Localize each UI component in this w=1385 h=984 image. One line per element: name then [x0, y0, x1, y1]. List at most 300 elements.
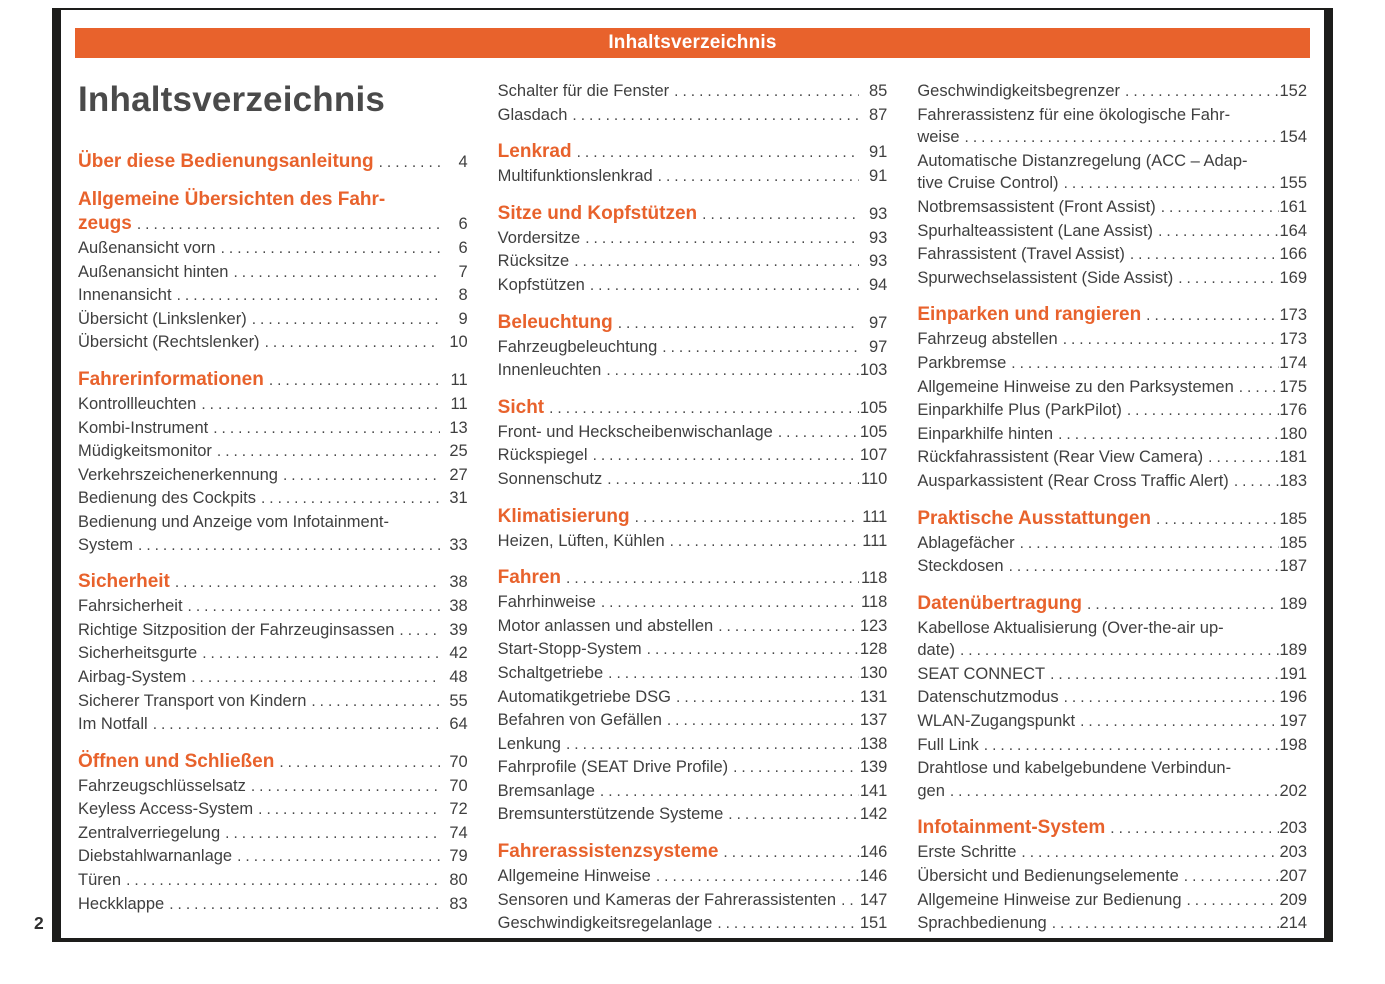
- toc-page-number: 147: [859, 890, 888, 909]
- toc-entry-line: [78, 845, 468, 869]
- toc-entry-label: Erste Schritte: [917, 843, 1017, 862]
- toc-item[interactable]: [78, 331, 468, 355]
- toc-item[interactable]: [498, 359, 888, 383]
- toc-item[interactable]: [78, 775, 468, 799]
- toc-heading[interactable]: [498, 566, 888, 591]
- dot-leader: [1234, 377, 1279, 400]
- toc-entry-label: Ausparkassistent (Rear Cross Traffic Alert): [917, 471, 1229, 490]
- toc-item[interactable]: [78, 595, 468, 619]
- dot-leader: [1004, 556, 1279, 579]
- toc-item[interactable]: [78, 417, 468, 441]
- toc-page-number: 27: [449, 465, 468, 484]
- toc-heading[interactable]: [498, 505, 888, 530]
- toc-entry-label: Innenansicht: [78, 286, 172, 305]
- toc-item[interactable]: [78, 666, 468, 690]
- toc-heading[interactable]: [78, 150, 468, 175]
- toc-entry-line: [498, 709, 888, 733]
- toc-page-number: 31: [449, 489, 468, 508]
- toc-item[interactable]: [917, 243, 1307, 267]
- toc-entry-label: Praktische Ausstattungen: [917, 507, 1152, 529]
- toc-heading[interactable]: [498, 202, 888, 227]
- toc-entry-line: [917, 617, 1307, 640]
- toc-item[interactable]: [917, 446, 1307, 470]
- dot-leader: [651, 866, 860, 889]
- toc-entry-label: Müdigkeitsmonitor: [78, 442, 212, 461]
- toc-page-number: 72: [449, 800, 468, 819]
- toc-page-number: 93: [868, 228, 888, 247]
- toc-entry-label: Einparkhilfe Plus (ParkPilot): [917, 401, 1122, 420]
- toc-item[interactable]: [498, 421, 888, 445]
- toc-entry-label: Keyless Access-System: [78, 800, 254, 819]
- toc-page-number: 164: [1279, 221, 1308, 240]
- toc-item[interactable]: [917, 328, 1307, 352]
- toc-entry-label: Notbremsassistent (Front Assist): [917, 197, 1156, 216]
- dot-leader: [1151, 508, 1279, 532]
- toc-entry-label: Bremsunterstützende Systeme: [497, 805, 724, 824]
- toc-entry-line: [78, 150, 468, 175]
- dot-leader: [1141, 304, 1279, 328]
- dot-leader: [260, 332, 440, 355]
- toc-entry-label: Sicherer Transport von Kindern: [78, 691, 307, 710]
- toc-entry-label: Lenkrad: [497, 141, 572, 163]
- dot-leader: [196, 394, 439, 417]
- toc-page-number: 146: [859, 843, 888, 862]
- toc-item[interactable]: [78, 237, 468, 261]
- toc-entry-label: Heizen, Lüften, Kühlen: [497, 531, 665, 550]
- toc-entry-label: Geschwindigkeitsbegrenzer: [917, 82, 1121, 100]
- toc-item[interactable]: [498, 662, 888, 686]
- toc-entry-label: Fahrsicherheit: [78, 597, 183, 616]
- toc-heading[interactable]: [78, 750, 468, 775]
- dot-leader: [713, 616, 859, 639]
- toc-entry-label: Datenübertragung: [917, 592, 1083, 614]
- toc-heading[interactable]: [78, 188, 468, 237]
- toc-entry-label: Über diese Bedienungsanleitung: [78, 151, 374, 172]
- toc-item[interactable]: [498, 686, 888, 710]
- toc-item[interactable]: [917, 532, 1307, 556]
- dot-leader: [220, 823, 440, 846]
- toc-entry-line: [917, 639, 1307, 663]
- toc-page-number: 161: [1279, 197, 1308, 216]
- toc-entry-line: [917, 423, 1307, 447]
- toc-entry-line: [498, 468, 888, 492]
- dot-leader: [671, 687, 859, 710]
- toc-page-number: 118: [861, 593, 888, 612]
- toc-entry-label: Heckklappe: [78, 894, 165, 913]
- dot-leader: [569, 251, 859, 274]
- dot-leader: [697, 203, 859, 227]
- toc-entry-line: [498, 638, 888, 662]
- toc-entry-line: [78, 822, 468, 846]
- toc-entry-label: date): [917, 641, 955, 660]
- toc-item[interactable]: [498, 709, 888, 733]
- dot-leader: [1082, 593, 1279, 617]
- toc-page-number: 141: [859, 781, 888, 800]
- toc-item[interactable]: [917, 376, 1307, 400]
- toc-entry-line: [78, 417, 468, 441]
- toc-entry-line: [498, 662, 888, 686]
- toc-entry-line: [78, 212, 468, 237]
- toc-entry-label: Öffnen und Schließen: [78, 750, 275, 772]
- toc-page-number: 214: [1279, 914, 1308, 933]
- dot-leader: [1182, 890, 1280, 913]
- toc-item[interactable]: [498, 638, 888, 662]
- toc-entry-line: [917, 303, 1307, 328]
- toc-entry-label: Rückfahrassistent (Rear View Camera): [917, 448, 1204, 467]
- toc-entry-label: Innenleuchten: [497, 361, 602, 380]
- toc-item[interactable]: [917, 889, 1307, 913]
- dot-leader: [773, 422, 860, 445]
- toc-entry-label: Glasdach: [497, 105, 568, 124]
- toc-entry-line: [78, 393, 468, 417]
- toc-item[interactable]: [78, 487, 468, 511]
- dot-leader: [186, 667, 439, 690]
- toc-item[interactable]: [498, 615, 888, 639]
- dot-leader: [561, 734, 859, 757]
- toc-heading[interactable]: [498, 311, 888, 336]
- dot-leader: [216, 238, 440, 261]
- dot-leader: [1173, 268, 1279, 291]
- toc-item[interactable]: [78, 464, 468, 488]
- toc-entry-label: Fahrprofile (SEAT Drive Profile): [497, 758, 729, 777]
- toc-page-number: 97: [868, 313, 888, 332]
- toc-page-number: 155: [1279, 174, 1308, 193]
- toc-page-number: 70: [449, 752, 468, 771]
- toc-heading[interactable]: [78, 368, 468, 393]
- dot-leader: [232, 846, 440, 869]
- toc-item[interactable]: [78, 642, 468, 666]
- dot-leader: [657, 337, 859, 360]
- dot-leader: [394, 620, 439, 643]
- toc-heading[interactable]: [498, 396, 888, 421]
- toc-page-number: 169: [1279, 268, 1308, 287]
- toc-item[interactable]: [917, 555, 1307, 579]
- dot-leader: [561, 567, 859, 591]
- toc-page-number: 152: [1279, 82, 1308, 100]
- header-bar: [75, 28, 1310, 58]
- toc-page-number: 202: [1279, 781, 1308, 800]
- toc-entry-label: Schalter für die Fenster: [497, 82, 670, 100]
- toc-item[interactable]: [917, 80, 1307, 104]
- toc-item[interactable]: [78, 261, 468, 285]
- toc-entries-col-1: [78, 150, 468, 916]
- dot-leader: [121, 870, 440, 893]
- toc-entry-line: [917, 150, 1307, 173]
- toc-item[interactable]: [498, 468, 888, 492]
- toc-page-number: 173: [1279, 306, 1308, 325]
- toc-item[interactable]: [498, 865, 888, 889]
- toc-item[interactable]: [498, 591, 888, 615]
- toc-page-number: 189: [1279, 594, 1308, 613]
- toc-entry-line: [78, 713, 468, 737]
- toc-item[interactable]: [917, 865, 1307, 889]
- dot-leader: [718, 841, 859, 865]
- dot-leader: [212, 441, 440, 464]
- toc-item[interactable]: [917, 470, 1307, 494]
- toc-entry-line: [917, 399, 1307, 423]
- toc-item[interactable]: [917, 150, 1307, 196]
- toc-entry-line: [917, 816, 1307, 841]
- toc-item[interactable]: [78, 798, 468, 822]
- toc-item[interactable]: [498, 912, 888, 936]
- toc-page-number: 139: [859, 758, 888, 777]
- dot-leader: [306, 691, 439, 714]
- toc-item[interactable]: [78, 308, 468, 332]
- toc-heading[interactable]: [498, 140, 888, 165]
- toc-entries-col-3: [917, 80, 1307, 936]
- toc-entry-label: Fahrzeugschlüsselsatz: [78, 776, 246, 795]
- toc-page-number: 25: [449, 442, 468, 461]
- toc-page-number: 48: [449, 667, 468, 686]
- dot-leader: [374, 151, 440, 175]
- toc-entry-line: [917, 267, 1307, 291]
- toc-entry-line: [78, 440, 468, 464]
- toc-entry-label: weise: [917, 128, 960, 147]
- toc-heading[interactable]: [917, 816, 1307, 841]
- toc-item[interactable]: [917, 912, 1307, 936]
- toc-item[interactable]: [917, 196, 1307, 220]
- toc-entry-label: Sonnenschutz: [497, 469, 603, 488]
- toc-page-number: 110: [861, 469, 888, 488]
- toc-page-number: 6: [458, 239, 468, 257]
- toc-page-number: 107: [859, 446, 888, 465]
- toc-entry-line: [917, 196, 1307, 220]
- toc-entry-label: Übersicht und Bedienungselemente: [917, 867, 1179, 886]
- toc-page-number: 197: [1279, 712, 1308, 731]
- toc-item[interactable]: [917, 686, 1307, 710]
- dot-leader: [1047, 913, 1279, 936]
- toc-item[interactable]: [78, 845, 468, 869]
- toc-entry-label: Allgemeine Hinweise: [497, 867, 651, 886]
- dot-leader: [665, 531, 860, 554]
- toc-page-number: 185: [1279, 533, 1308, 552]
- toc-entry-line: [498, 165, 888, 189]
- toc-entry-label: Automatische Distanzregelung (ACC – Adap-: [917, 151, 1248, 170]
- toc-item[interactable]: [917, 734, 1307, 758]
- toc-heading[interactable]: [917, 303, 1307, 328]
- toc-item[interactable]: [498, 250, 888, 274]
- toc-page-number: 33: [449, 535, 468, 554]
- dot-leader: [1045, 664, 1279, 687]
- toc-page-number: 79: [449, 847, 468, 866]
- toc-entry-label: Automatikgetriebe DSG: [497, 687, 672, 706]
- toc-item[interactable]: [498, 80, 888, 104]
- toc-page-number: 123: [859, 616, 888, 635]
- toc-page-number: 8: [458, 286, 468, 305]
- toc-item[interactable]: [78, 713, 468, 737]
- toc-entry-label: Infotainment-System: [917, 817, 1106, 839]
- toc-item[interactable]: [498, 336, 888, 360]
- toc-page-number: 138: [859, 734, 888, 753]
- toc-entry-line: [78, 368, 468, 393]
- toc-page-number: 55: [449, 691, 468, 710]
- dot-leader: [960, 127, 1279, 150]
- dot-leader: [1120, 81, 1279, 104]
- toc-entry-label: Fahrhinweise: [497, 593, 596, 612]
- toc-page-number: 185: [1279, 509, 1308, 528]
- toc-entry-label: Spurhalteassistent (Lane Assist): [917, 221, 1154, 240]
- toc-page-number: 198: [1279, 735, 1308, 754]
- toc-item[interactable]: [498, 803, 888, 827]
- toc-item[interactable]: [917, 220, 1307, 244]
- toc-page-number: 11: [450, 370, 468, 389]
- dot-leader: [728, 757, 859, 780]
- toc-page-number: 142: [859, 805, 888, 824]
- toc-page-number: 97: [868, 337, 888, 356]
- toc-entry-line: [917, 592, 1307, 617]
- toc-heading[interactable]: [917, 507, 1307, 532]
- dot-leader: [945, 781, 1279, 804]
- toc-item[interactable]: [78, 869, 468, 893]
- toc-heading[interactable]: [78, 570, 468, 595]
- dot-leader: [588, 445, 860, 468]
- toc-entry-label: tive Cruise Control): [917, 174, 1059, 193]
- dot-leader: [662, 710, 859, 733]
- toc-entry-line: [917, 376, 1307, 400]
- toc-entry-label: Fahrzeug abstellen: [917, 330, 1058, 349]
- toc-item[interactable]: [917, 423, 1307, 447]
- toc-entry-line: [917, 104, 1307, 127]
- toc-page-number: 91: [868, 143, 888, 162]
- toc-entry-label: Fahrassistent (Travel Assist): [917, 245, 1125, 264]
- toc-page-number: 203: [1279, 819, 1308, 838]
- toc-entry-label: Ablagefächer: [917, 533, 1015, 552]
- toc-item[interactable]: [498, 274, 888, 298]
- toc-item[interactable]: [498, 733, 888, 757]
- toc-page-number: 80: [449, 871, 468, 890]
- toc-entry-line: [917, 328, 1307, 352]
- dot-leader: [723, 804, 859, 827]
- toc-entry-label: Einparkhilfe hinten: [917, 424, 1054, 443]
- dot-leader: [1122, 400, 1279, 423]
- toc-page-number: 174: [1279, 353, 1308, 372]
- dot-leader: [197, 643, 439, 666]
- toc-entry-label: Airbag-System: [78, 667, 187, 686]
- toc-entry-line: [78, 619, 468, 643]
- dot-leader: [979, 735, 1279, 758]
- dot-leader: [253, 799, 440, 822]
- toc-entry-label: Rückspiegel: [497, 446, 588, 465]
- toc-page-number: 196: [1279, 688, 1308, 707]
- toc-entry-label: Spurwechselassistent (Side Assist): [917, 268, 1174, 287]
- toc-entry-line: [498, 311, 888, 336]
- dot-leader: [278, 465, 440, 488]
- toc-item[interactable]: [498, 530, 888, 554]
- toc-item[interactable]: [917, 267, 1307, 291]
- toc-entry-label: Türen: [78, 871, 122, 890]
- toc-page-number: 111: [862, 531, 888, 550]
- toc-page-number: 130: [859, 663, 888, 682]
- toc-item[interactable]: [498, 889, 888, 913]
- toc-item[interactable]: [498, 444, 888, 468]
- toc-entry-line: [917, 710, 1307, 734]
- dot-leader: [653, 166, 860, 189]
- toc-item[interactable]: [78, 893, 468, 917]
- toc-entry-label: Fahrzeugbeleuchtung: [497, 337, 658, 356]
- toc-entry-line: [917, 220, 1307, 244]
- toc-entry-line: [78, 893, 468, 917]
- toc-entry-line: [78, 237, 468, 261]
- toc-item[interactable]: [78, 393, 468, 417]
- dot-leader: [1229, 471, 1279, 494]
- dot-leader: [603, 663, 859, 686]
- dot-leader: [1105, 817, 1279, 841]
- toc-item[interactable]: [498, 227, 888, 251]
- toc-entry-label: Geschwindigkeitsregelanlage: [497, 914, 713, 933]
- toc-entry-label: Rücksitze: [497, 252, 570, 271]
- toc-entry-line: [917, 686, 1307, 710]
- toc-item[interactable]: [917, 710, 1307, 734]
- toc-entry-line: [78, 464, 468, 488]
- toc-item[interactable]: [917, 663, 1307, 687]
- toc-item[interactable]: [78, 822, 468, 846]
- toc-item[interactable]: [78, 284, 468, 308]
- toc-entry-line: [78, 570, 468, 595]
- toc-entry-line: [917, 889, 1307, 913]
- dot-leader: [1075, 711, 1279, 734]
- toc-entry-line: [498, 615, 888, 639]
- toc-entry-label: Im Notfall: [78, 715, 148, 734]
- toc-entry-line: [917, 865, 1307, 889]
- toc-entry-line: [78, 869, 468, 893]
- dot-leader: [1058, 329, 1279, 352]
- toc-item[interactable]: [498, 756, 888, 780]
- toc-item[interactable]: [917, 757, 1307, 803]
- toc-entry-line: [78, 308, 468, 332]
- toc-entry-label: Richtige Sitzposition der Fahrzeuginsassen: [78, 620, 395, 639]
- toc-item[interactable]: [917, 617, 1307, 663]
- toc-entry-label: Sitze und Kopfstützen: [497, 202, 698, 224]
- toc-entry-label: Befahren von Gefällen: [497, 711, 662, 730]
- toc-item[interactable]: [78, 511, 468, 557]
- dot-leader: [596, 592, 860, 615]
- toc-item[interactable]: [498, 165, 888, 189]
- toc-page-number: 189: [1279, 641, 1308, 660]
- toc-heading[interactable]: [498, 840, 888, 865]
- toc-entry-label: Diebstahlwarnanlage: [78, 847, 233, 866]
- dot-leader: [1053, 424, 1279, 447]
- toc-entry-label: Datenschutzmodus: [917, 688, 1059, 707]
- toc-entries-col-2: [498, 80, 888, 936]
- toc-page-number: 9: [458, 309, 468, 328]
- toc-entry-line: [498, 591, 888, 615]
- dot-leader: [1059, 687, 1279, 710]
- toc-entry-label: Fahrerassistenz für eine ökologische Fahr-: [917, 105, 1231, 124]
- toc-item[interactable]: [917, 104, 1307, 150]
- toc-item[interactable]: [78, 690, 468, 714]
- toc-page-number: 6: [458, 215, 468, 233]
- toc-item[interactable]: [498, 104, 888, 128]
- toc-entry-label: Allgemeine Hinweise zur Bedienung: [917, 890, 1182, 909]
- toc-item[interactable]: [78, 619, 468, 643]
- toc-entry-line: [78, 642, 468, 666]
- toc-heading[interactable]: [917, 592, 1307, 617]
- toc-page-number: 183: [1279, 471, 1308, 490]
- toc-entry-line: [498, 566, 888, 591]
- toc-entry-label: Front- und Heckscheibenwischanlage: [497, 422, 773, 441]
- toc-page-number: 83: [449, 894, 468, 913]
- toc-item[interactable]: [917, 352, 1307, 376]
- toc-page-number: 4: [458, 153, 468, 171]
- dot-leader: [1179, 866, 1279, 889]
- toc-entry-label: Motor anlassen und abstellen: [497, 616, 714, 635]
- toc-page-number: 10: [449, 333, 468, 352]
- toc-item[interactable]: [498, 780, 888, 804]
- toc-item[interactable]: [917, 399, 1307, 423]
- toc-item[interactable]: [917, 841, 1307, 865]
- toc-entry-label: Start-Stopp-System: [497, 640, 642, 659]
- toc-item[interactable]: [78, 440, 468, 464]
